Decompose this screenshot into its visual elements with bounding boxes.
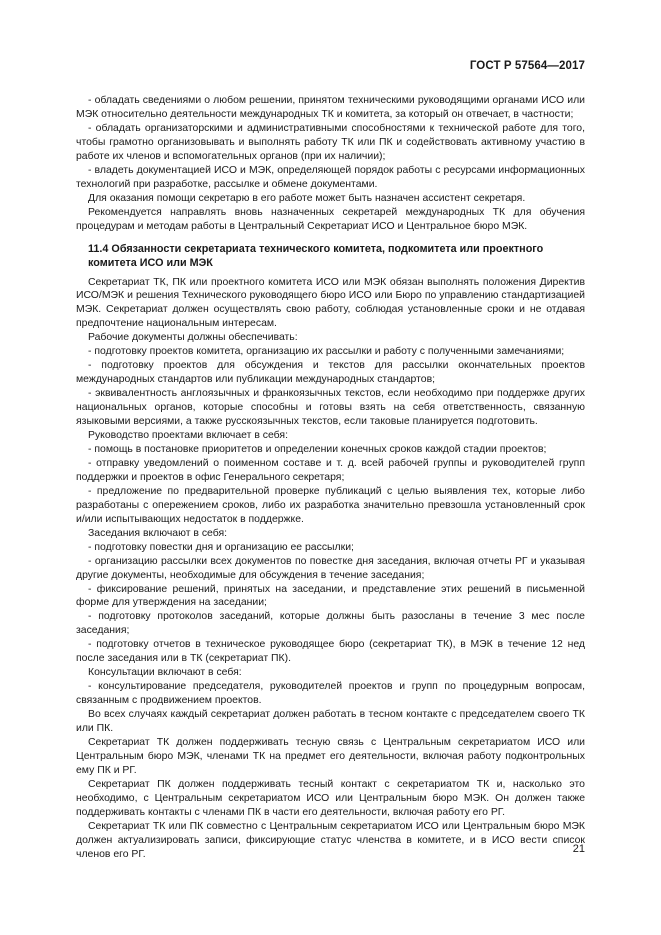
list-item: - эквивалентность англоязычных и франкоязычных текстов, если необходимо при поддержке других национальных органов, которые способны и готовы взять на себя ответственность, связанную языковыми версиями, а также русскоязычных текстов, если таковые планируется подготовить.: [76, 388, 585, 428]
list-item: - консультирование председателя, руководителей проектов и групп по процедурным вопросам, связанным с продвижением проектов.: [76, 681, 585, 707]
paragraph: Руководство проектами включает в себя:: [88, 430, 288, 442]
paragraph: Во всех случаях каждый секретариат должен работать в тесном контакте с председателем своего ТК или ПК.: [76, 709, 585, 735]
paragraph: Секретариат ТК должен поддерживать тесную связь с Центральным секретариатом ИСО или Центральным бюро МЭК, членами ТК на предмет его деятельности, включая работу подконтрольных ему ПК и РГ.: [76, 736, 585, 776]
paragraph: Секретариат ПК должен поддерживать тесный контакт с секретариатом ТК и, насколько это необходимо, с Центральным секретариатом ИСО или Центральным бюро МЭК. Он должен также поддерживать контакты с членами ПК в части его деятельности, включая работу его РГ.: [76, 778, 585, 818]
paragraph: Секретариат ТК, ПК или проектного комитета ИСО или МЭК обязан выполнять положения Директив ИСО/МЭК и решения Технического руководящего бюро ИСО или Бюро по управлению стандартизацией МЭК. Секретариат должен осуществлять свою работу, соблюдая установленные сроки и не отдавая предпочтение национальным интересам.: [76, 276, 585, 330]
list-item: - организацию рассылки всех документов по повестке дня заседания, включая отчеты РГ и указывая другие документы, необходимые для обсуждения в течение заседания;: [76, 555, 585, 581]
list-item: - подготовку проектов комитета, организацию их рассылки и работу с полученными замечаниями;: [88, 346, 565, 358]
paragraph: Рабочие документы должны обеспечивать:: [88, 332, 298, 344]
page-number: 21: [572, 843, 585, 855]
list-item: - предложение по предварительной проверке публикаций с целью выявления тех, которые либо разработаны с опережением сроков, либо их разработка значительно превзошла установленный срок и/или испытывающих недостаток в поддержке.: [76, 485, 585, 525]
paragraph: - обладать организаторскими и административными способностями к технической работе для того, чтобы грамотно организовывать и выполнять работу ТК или ПК и содействовать активному участию в работе их членов и вспомогательных органов (при их наличии);: [76, 122, 585, 162]
list-item: - подготовку проектов для обсуждения и текстов для рассылки окончательных проектов международных стандартов или публикации международных стандартов;: [76, 360, 585, 386]
paragraph: Секретариат ТК или ПК совместно с Центральным секретариатом ИСО или Центральным бюро МЭК должен актуализировать записи, фиксирующие статус членства в комитете, и в ИСО вести список членов его РГ.: [76, 820, 585, 860]
paragraph: Заседания включают в себя:: [88, 527, 228, 539]
list-item: - подготовку протоколов заседаний, которые должны быть разосланы в течение 3 мес после заседания;: [76, 611, 585, 637]
section-heading: 11.4 Обязанности секретариата технического комитета, подкомитета или проектного комитета ИСО или МЭК: [88, 242, 544, 269]
paragraph: Консультации включают в себя:: [88, 667, 242, 679]
list-item: - помощь в постановке приоритетов и определении конечных сроков каждой стадии проектов;: [88, 443, 547, 455]
list-item: - подготовку отчетов в техническое руководящее бюро (секретариат ТК), в МЭК в течение 12 нед после заседания или в ТК (секретариат ПК).: [76, 639, 585, 665]
list-item: - отправку уведомлений о поименном составе и т. д. всей рабочей группы и руководителей групп поддержки и проектов в офис Генерального секретаря;: [76, 457, 585, 483]
document-code: ГОСТ Р 57564—2017: [469, 60, 585, 72]
list-item: - фиксирование решений, принятых на заседании, и представление этих решений в письменной форме для утверждения на заседании;: [76, 583, 585, 609]
paragraph: Рекомендуется направлять вновь назначенных секретарей международных ТК для обучения процедурам и методам работы в Центральный Секретариат ИСО и Центральное бюро МЭК.: [76, 206, 585, 232]
paragraph: - владеть документацией ИСО и МЭК, определяющей порядок работы с ресурсами информационных технологий при разработке, рассылке и обмене документами.: [76, 164, 585, 190]
document-body: [76, 94, 585, 862]
list-item: - подготовку повестки дня и организацию ее рассылки;: [88, 541, 354, 553]
paragraph: - обладать сведениями о любом решении, принятом техническими руководящими органами ИСО или МЭК относительно деятельности международных ТК и комитета, за который он отвечает, в частности;: [76, 95, 585, 120]
paragraph: Для оказания помощи секретарю в его работе может быть назначен ассистент секретаря.: [88, 192, 526, 204]
